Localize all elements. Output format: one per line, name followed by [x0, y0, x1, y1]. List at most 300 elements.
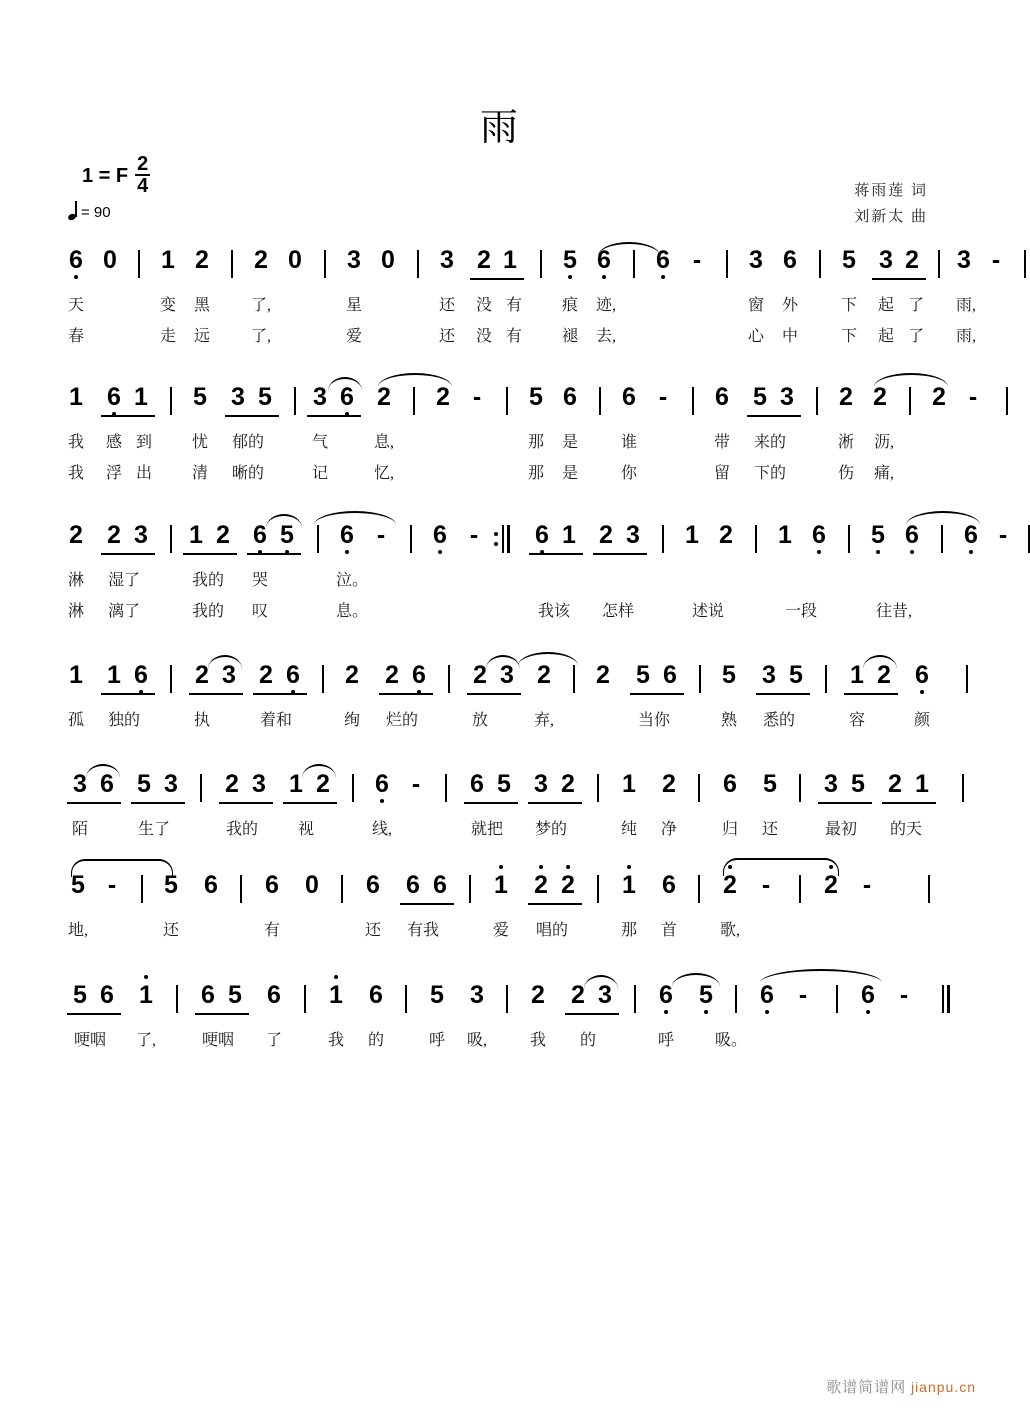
lyric: 有我	[406, 922, 440, 939]
note: 6	[861, 981, 875, 1009]
lyric: 清	[191, 465, 209, 482]
lyric: 的	[579, 1032, 597, 1049]
note: 6	[406, 871, 420, 899]
lyric: 泣。	[335, 572, 369, 589]
note: 2	[719, 521, 733, 549]
note: 3	[134, 521, 148, 549]
lyric: 我的	[225, 821, 259, 838]
lyric: 我的	[191, 603, 225, 620]
lyric: 远	[193, 328, 211, 345]
lyric: 没	[475, 328, 493, 345]
note-row-4	[66, 661, 938, 707]
note: 6	[760, 981, 774, 1009]
note: 1	[69, 661, 83, 689]
lyric: 吸。	[714, 1032, 748, 1049]
lyric: 了,	[135, 1032, 157, 1049]
note: -	[899, 981, 909, 1009]
note: 2	[225, 770, 239, 798]
note: 3	[470, 981, 484, 1009]
note: -	[998, 521, 1008, 549]
note: 2	[345, 661, 359, 689]
lyric: 天	[67, 297, 85, 314]
note: 1	[850, 661, 864, 689]
lyric: 呼	[428, 1032, 446, 1049]
repeat-barline	[502, 525, 511, 553]
lyric: 独的	[107, 712, 141, 729]
lyric: 叹	[251, 603, 269, 620]
lyric: 了	[907, 297, 925, 314]
note: 6	[622, 383, 636, 411]
note: -	[472, 383, 482, 411]
note: 5	[563, 246, 577, 274]
note: 3	[164, 770, 178, 798]
note: 6	[265, 871, 279, 899]
note: 3	[762, 661, 776, 689]
note: 2	[537, 661, 551, 689]
note: 6	[433, 871, 447, 899]
note: 6	[340, 521, 354, 549]
lyric: 窗	[747, 297, 765, 314]
lyric: 歌,	[719, 922, 741, 939]
note: 2	[69, 521, 83, 549]
lyric: 孤	[67, 712, 85, 729]
system-line-7	[66, 981, 938, 1058]
lyric: 下的	[753, 465, 787, 482]
lyric: 绚	[343, 712, 361, 729]
lyric: 沥,	[873, 434, 895, 451]
system-line-2	[66, 383, 978, 491]
note: 1	[503, 246, 517, 274]
note: 6	[656, 246, 670, 274]
lyric-row-2a	[66, 429, 938, 460]
lyric: 淋	[67, 603, 85, 620]
lyric: 忧	[191, 434, 209, 451]
note: 6	[812, 521, 826, 549]
note: 5	[789, 661, 803, 689]
note: 1	[685, 521, 699, 549]
lyric: 当你	[637, 712, 671, 729]
note: 6	[375, 770, 389, 798]
note: 2	[723, 871, 737, 899]
lyric: 褪	[561, 328, 579, 345]
note: 6	[107, 383, 121, 411]
note: 2	[571, 981, 585, 1009]
lyric: 去,	[595, 328, 617, 345]
note: -	[761, 871, 771, 899]
note: 6	[201, 981, 215, 1009]
lyric: 雨,	[955, 328, 977, 345]
lyric: 我	[67, 434, 85, 451]
lyric: 星	[345, 297, 363, 314]
note: 5	[193, 383, 207, 411]
note: 6	[366, 871, 380, 899]
watermark-cn: 歌谱简谱网	[826, 1380, 907, 1396]
note: 3	[824, 770, 838, 798]
note: 1	[69, 383, 83, 411]
credits	[854, 178, 928, 231]
lyric: 了,	[250, 328, 272, 345]
lyric: 还	[438, 328, 456, 345]
lyric: 纯	[620, 821, 638, 838]
watermark-en: jianpu.cn	[910, 1379, 976, 1395]
note: 6	[369, 981, 383, 1009]
page-title: 雨	[479, 107, 520, 149]
note: 3	[231, 383, 245, 411]
note: 2	[932, 383, 946, 411]
lyric: 那	[620, 922, 638, 939]
note: 5	[851, 770, 865, 798]
note: 6	[662, 871, 676, 899]
lyric: 痛,	[873, 465, 895, 482]
lyric: 是	[561, 434, 579, 451]
note: 3	[780, 383, 794, 411]
note: -	[692, 246, 702, 274]
lyric: 外	[781, 297, 799, 314]
key-label: 1 = F	[82, 164, 129, 187]
note: 2	[599, 521, 613, 549]
note: 1	[107, 661, 121, 689]
lyric: 放	[471, 712, 489, 729]
lyric: 气	[311, 434, 329, 451]
note: 3	[598, 981, 612, 1009]
note: 6	[470, 770, 484, 798]
lyric: 下	[840, 328, 858, 345]
note: -	[411, 770, 421, 798]
note: 3	[500, 661, 514, 689]
lyric: 起	[877, 328, 895, 345]
note: 5	[763, 770, 777, 798]
note: 1	[622, 770, 636, 798]
lyric: 留	[713, 465, 731, 482]
lyric: 颜	[913, 712, 931, 729]
note: 6	[535, 521, 549, 549]
lyric: 悉的	[762, 712, 796, 729]
lyric: 弃,	[533, 712, 555, 729]
note: 2	[534, 871, 548, 899]
lyric: 漓了	[107, 603, 141, 620]
lyric: 起	[877, 297, 895, 314]
composer-credit: 刘新太 曲	[854, 209, 928, 226]
lyric: 熟	[720, 712, 738, 729]
note: 3	[749, 246, 763, 274]
lyric: 湿了	[107, 572, 141, 589]
lyric: 还	[364, 922, 382, 939]
lyric: 春	[67, 328, 85, 345]
lyric: 还	[761, 821, 779, 838]
lyric: 淅	[837, 434, 855, 451]
note: 6	[659, 981, 673, 1009]
system-line-3	[66, 521, 1008, 629]
note: 6	[286, 661, 300, 689]
note: 2	[561, 770, 575, 798]
lyric: 净	[660, 821, 678, 838]
lyric: 没	[475, 297, 493, 314]
note: 6	[100, 981, 114, 1009]
note: 3	[313, 383, 327, 411]
note: -	[658, 383, 668, 411]
note: 2	[839, 383, 853, 411]
note: 6	[412, 661, 426, 689]
lyric: 记	[311, 465, 329, 482]
lyric: 我	[67, 465, 85, 482]
note: 0	[305, 871, 319, 899]
note: 1	[289, 770, 303, 798]
lyric: 哭	[251, 572, 269, 589]
lyric: 出	[135, 465, 153, 482]
lyric: 的	[367, 1032, 385, 1049]
lyric-row-1b	[66, 323, 977, 354]
note: 2	[473, 661, 487, 689]
note: 2	[107, 521, 121, 549]
note: 1	[622, 871, 636, 899]
note: 2	[905, 246, 919, 274]
lyric: 忆,	[373, 465, 395, 482]
lyric: 唱的	[535, 922, 569, 939]
note: 6	[723, 770, 737, 798]
lyric: 执	[193, 712, 211, 729]
lyric: 线,	[371, 821, 393, 838]
lyric: 地,	[67, 922, 89, 939]
lyric: 往昔,	[875, 603, 913, 620]
lyric: 视	[297, 821, 315, 838]
tempo-marking	[68, 203, 111, 221]
note: 2	[561, 871, 575, 899]
meter-numerator: 2	[137, 153, 149, 175]
note: 5	[753, 383, 767, 411]
note: 2	[531, 981, 545, 1009]
note: 2	[195, 246, 209, 274]
note: 5	[722, 661, 736, 689]
note-row-5	[66, 770, 938, 816]
lyric: 陌	[71, 821, 89, 838]
lyric-row-4a	[66, 707, 938, 738]
note-row-7	[66, 981, 938, 1027]
lyric: 爱	[345, 328, 363, 345]
note: 5	[280, 521, 294, 549]
note: 3	[879, 246, 893, 274]
note: -	[376, 521, 386, 549]
lyric-row-3b	[66, 598, 938, 629]
note: 2	[436, 383, 450, 411]
system-line-6	[66, 871, 938, 948]
note: 5	[137, 770, 151, 798]
lyric: 呼	[657, 1032, 675, 1049]
note: 5	[871, 521, 885, 549]
lyric: 我的	[191, 572, 225, 589]
note: 5	[529, 383, 543, 411]
note-row-6	[66, 871, 938, 917]
lyric: 烂的	[385, 712, 419, 729]
note: 0	[103, 246, 117, 274]
lyric: 带	[713, 434, 731, 451]
note: -	[107, 871, 117, 899]
lyric: 迹,	[595, 297, 617, 314]
note: 6	[204, 871, 218, 899]
note: 6	[433, 521, 447, 549]
lyric: 我	[529, 1032, 547, 1049]
note: 2	[824, 871, 838, 899]
lyric: 着和	[259, 712, 293, 729]
note: 2	[596, 661, 610, 689]
lyric: 归	[721, 821, 739, 838]
lyric: 有	[505, 297, 523, 314]
site-watermark	[826, 1376, 976, 1397]
lyric: 走	[159, 328, 177, 345]
lyric: 爱	[492, 922, 510, 939]
key-signature	[82, 155, 150, 197]
note: 2	[259, 661, 273, 689]
lyric: 淋	[67, 572, 85, 589]
note: 3	[73, 770, 87, 798]
note: 5	[699, 981, 713, 1009]
lyric-row-6a	[66, 917, 938, 948]
lyric: 痕	[561, 297, 579, 314]
note: 2	[216, 521, 230, 549]
note: 6	[597, 246, 611, 274]
note-row-3	[66, 521, 1008, 567]
lyric: 那	[527, 434, 545, 451]
note: 5	[636, 661, 650, 689]
note: 0	[288, 246, 302, 274]
note: 5	[497, 770, 511, 798]
lyric: 有	[263, 922, 281, 939]
lyric: 最初	[824, 821, 858, 838]
note: 2	[662, 770, 676, 798]
note: 2	[477, 246, 491, 274]
note: -	[798, 981, 808, 1009]
note: 1	[778, 521, 792, 549]
lyric: 心	[747, 328, 765, 345]
note: 6	[267, 981, 281, 1009]
note: 3	[626, 521, 640, 549]
lyric: 还	[162, 922, 180, 939]
note: 1	[161, 246, 175, 274]
lyric: 还	[438, 297, 456, 314]
lyric: 息,	[373, 434, 395, 451]
note: 6	[663, 661, 677, 689]
system-line-1	[66, 246, 1001, 354]
note: 5	[258, 383, 272, 411]
quarter-note-icon	[68, 203, 79, 221]
note: 2	[877, 661, 891, 689]
note: 6	[783, 246, 797, 274]
note-row-1	[66, 246, 1001, 292]
lyric-row-1a	[66, 292, 977, 323]
note: 1	[494, 871, 508, 899]
note: 0	[381, 246, 395, 274]
note: 2	[873, 383, 887, 411]
lyric: 我	[327, 1032, 345, 1049]
lyric: 一段	[784, 603, 818, 620]
note: 1	[562, 521, 576, 549]
note: 2	[888, 770, 902, 798]
lyric: 谁	[620, 434, 638, 451]
lyric: 述说	[691, 603, 725, 620]
lyric: 了	[907, 328, 925, 345]
note: 6	[253, 521, 267, 549]
note: 1	[329, 981, 343, 1009]
note: -	[469, 521, 479, 549]
note: 6	[715, 383, 729, 411]
lyric-row-5a	[66, 816, 938, 847]
note: 6	[964, 521, 978, 549]
note: 6	[905, 521, 919, 549]
note: 6	[915, 661, 929, 689]
final-barline	[942, 985, 951, 1013]
note: 6	[134, 661, 148, 689]
lyric: 晰的	[231, 465, 265, 482]
lyric: 那	[527, 465, 545, 482]
note: 3	[347, 246, 361, 274]
note: 2	[316, 770, 330, 798]
lyric: 我该	[537, 603, 571, 620]
lyric: 生了	[137, 821, 171, 838]
note: 6	[69, 246, 83, 274]
lyric: 容	[848, 712, 866, 729]
note: -	[991, 246, 1001, 274]
lyric: 变	[159, 297, 177, 314]
lyric: 到	[135, 434, 153, 451]
system-line-4	[66, 661, 938, 738]
note: 6	[340, 383, 354, 411]
note: 5	[71, 871, 85, 899]
lyric: 雨,	[955, 297, 977, 314]
time-signature	[135, 154, 150, 196]
lyric: 怎样	[601, 603, 635, 620]
note: -	[968, 383, 978, 411]
lyric: 有	[505, 328, 523, 345]
lyric-row-7a	[66, 1027, 938, 1058]
lyric: 中	[781, 328, 799, 345]
lyric: 感	[105, 434, 123, 451]
note: 1	[134, 383, 148, 411]
note: 5	[164, 871, 178, 899]
note: 3	[252, 770, 266, 798]
note: 5	[842, 246, 856, 274]
note: 6	[100, 770, 114, 798]
system-line-5	[66, 770, 938, 847]
tempo-value: = 90	[81, 203, 111, 221]
note: -	[862, 871, 872, 899]
lyric: 你	[620, 465, 638, 482]
lyric: 吸,	[466, 1032, 488, 1049]
note: 2	[254, 246, 268, 274]
lyric: 息。	[335, 603, 369, 620]
note: 1	[139, 981, 153, 1009]
lyric: 哽咽	[73, 1032, 107, 1049]
note: 2	[195, 661, 209, 689]
note: 5	[228, 981, 242, 1009]
note: 5	[73, 981, 87, 1009]
note: 3	[534, 770, 548, 798]
lyric: 黑	[193, 297, 211, 314]
lyric: 下	[840, 297, 858, 314]
lyric-row-2b	[66, 460, 938, 491]
lyric: 是	[561, 465, 579, 482]
note: 1	[189, 521, 203, 549]
lyric: 了,	[250, 297, 272, 314]
note: 2	[385, 661, 399, 689]
note: 1	[915, 770, 929, 798]
note: 5	[430, 981, 444, 1009]
lyric: 就把	[470, 821, 504, 838]
note: 6	[563, 383, 577, 411]
lyric: 哽咽	[201, 1032, 235, 1049]
lyric: 梦的	[534, 821, 568, 838]
note-row-2	[66, 383, 978, 429]
note: 3	[222, 661, 236, 689]
lyric: 的天	[889, 821, 923, 838]
